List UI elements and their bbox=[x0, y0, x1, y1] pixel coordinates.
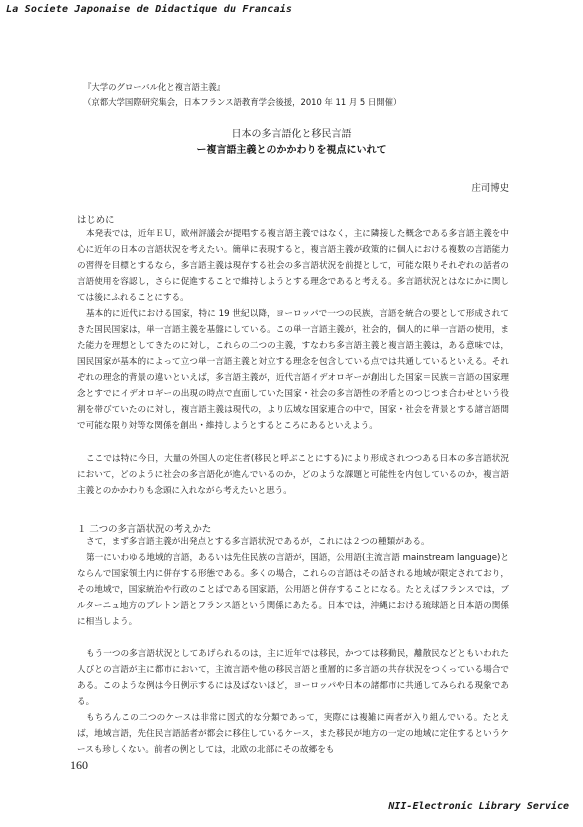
event-info: （京都大学国際研究集会，日本フランス語教育学会後援，2010 年 11 月 5 日開催） bbox=[83, 97, 402, 107]
paragraph-s1-4: もちろんこの二つのケースは非常に図式的な分類であって，実際には複雑に両者が入り組んでいる。たとえば，地域言語，先住民言語話者が都会に移住しているケース，また移民が地方の一定の地域に定住するというケースも珍しくない。前者の例としては，北欧の北部にその故郷をも bbox=[77, 713, 509, 755]
footer-service: NII-Electronic Library Service bbox=[388, 801, 569, 812]
author-name: 庄司博史 bbox=[471, 183, 509, 194]
running-header: La Societe Japonaise de Didactique du Francais bbox=[6, 4, 293, 15]
paragraph-intro-2: 基本的に近代における国家，特に 19 世紀以降，ヨーロッパで一つの民族，言語を統合の要として形成されてきた国民国家は，単一言語主義を基盤にしている。この単一言語主義が，社会的，個人的に単一言語の使用，また能力を理想としてきたのに対し，これらの二つの主義，すなわち多言語主義と複言語主義は，ある意味では，国民国家が基本的によって立つ単一言語主義と対立する理念を包含している点では共通しているといえる。それぞれの理念的背景の違いといえば，多言語主義が，近代言語イデオロギーが創出した国家＝民族＝言語の国家理念とすでにイデオロギーの出現の時点で直面していた国家・社会の多言語性の矛盾とのつじつま合わせという役割を帯びていたのに対し，複言語主義は現代の，より広域な国家連合の中で，国家・社会を背景とする諸言語間で可能な限り対等な関係を創出・維持しようとするところにあるといえよう。 bbox=[77, 309, 509, 431]
paragraph-s1-1: さて，まず多言語主義が出発点とする多言語状況であるが，これには２つの種類がある。 bbox=[86, 537, 430, 547]
paragraph-intro-3: ここでは特に今日，大量の外国人の定住者(移民と呼ぶことにする)により形成されつつある日本の多言語状況において，どのように社会の多言語化が進んでいるのか，どのような課題と可能性を内包しているのか，複言語主義とのかかわりも念頭に入れながら考えたいと思う。 bbox=[77, 454, 509, 496]
paragraph-intro-1: 本発表では，近年ＥＵ，欧州評議会が提唱する複言語主義ではなく，主に隣接した概念である多言語主義を中心に近年の日本の言語状況を考えたい。簡単に表現すると，複言語主義が政策的に個人における複数の言語能力の習得を目標とするなら，多言語主義は現存する社会の多言語状況を前提として，可能な限りそれぞれの話者の言語使用を容認し，さらに促進することで維持しようとする理念であると考える。多言語状況とはなにかに関しては後にふれることにする。 bbox=[77, 229, 509, 303]
conference-meta bbox=[83, 80, 401, 110]
paragraph-s1-3: もう一つの多言語状況としてあげられるのは，主に近年では移民，かつては移動民，離散民などともいわれた人びとの言語が主に都市において，主流言語や他の移民言語と重層的に多言語の共存状況をつくっている場合である。このような例は今日例示するには及ばないほど，ヨーロッパや日本の諸都市に共通してみられる現象である。 bbox=[77, 649, 509, 707]
section-heading-1: １ 二つの多言語状況の考えかた bbox=[77, 524, 212, 535]
article-title: 日本の多言語化と移民言語 bbox=[231, 129, 352, 140]
paragraph-s1-2: 第一にいわゆる地域的言語，あるいは先住民族の言語が，国語，公用語(主流言語 mainstream language)とならんで国家領土内に併存する形態である。多くの場合，これらの言語はその話される地域が限定されており，その地域で，国家統治や行政のことばである国家語，公用語と併存することになる。たとえばフランスでは，ブルターニュ地方のブレトン語とフランス語という関係にあたる。日本では，沖縄における琉球語と日本語の関係に相当しよう。 bbox=[77, 553, 509, 627]
page-number: 160 bbox=[70, 758, 88, 772]
article-subtitle: ー複言語主義とのかかわりを視点にいれて bbox=[196, 145, 387, 156]
series-title: 『大学のグローバル化と複言語主義』 bbox=[83, 82, 225, 92]
section-heading-intro: はじめに bbox=[77, 215, 115, 226]
article-titles bbox=[0, 127, 583, 159]
